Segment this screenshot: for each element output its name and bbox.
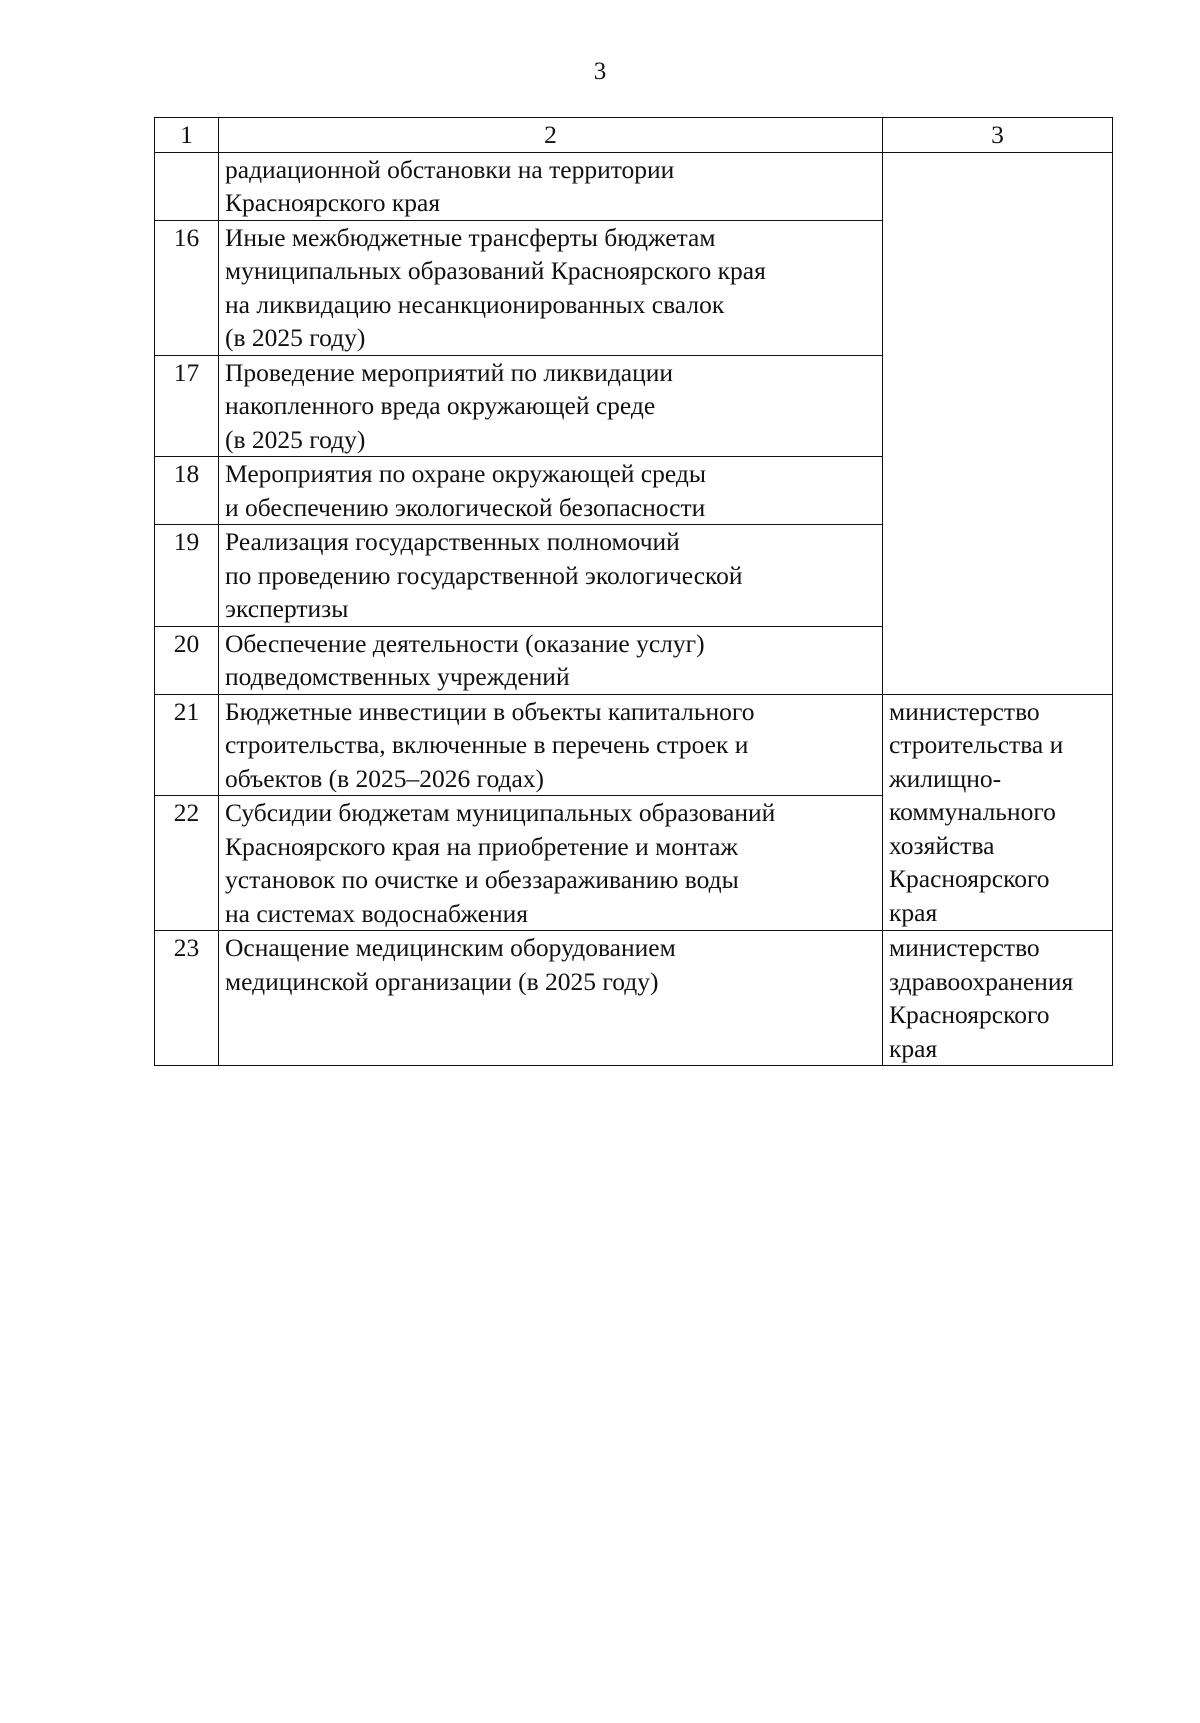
description-line: медицинской организации (в 2025 году): [225, 966, 659, 996]
description-line: Бюджетные инвестиции в объекты капитального: [225, 696, 755, 726]
description-line: экспертизы: [225, 594, 349, 623]
description-line: (в 2025 году): [225, 424, 366, 454]
responsible-line: коммунального: [889, 797, 1056, 826]
responsible-line: края: [889, 1033, 938, 1063]
description-line: Оснащение медицинским оборудованием: [225, 933, 676, 962]
description-line: Субсидии бюджетам муниципальных образований: [225, 798, 776, 827]
column-header-3: 3: [883, 118, 1113, 153]
row-description: [219, 525, 883, 627]
row-number: 21: [155, 694, 219, 796]
description-line: на ликвидацию несанкционированных свалок: [225, 289, 725, 319]
responsible-line: здравоохранения: [889, 966, 1074, 996]
description-line: установок по очистке и обеззараживанию воды: [225, 865, 739, 894]
table-row: [155, 152, 1113, 220]
responsible-line: строительства и: [889, 730, 1064, 759]
responsible-line: Красноярского: [889, 1000, 1050, 1029]
description-line: Мероприятия по охране окружающей среды: [225, 459, 706, 488]
column-header-2: 2: [219, 118, 883, 153]
description-line: подведомственных учреждений: [225, 662, 570, 691]
description-line: Красноярского края: [225, 188, 441, 217]
responsible-line: министерство: [889, 696, 1040, 726]
row-number: 18: [155, 457, 219, 525]
row-number: [155, 152, 219, 220]
responsible-line: хозяйства: [889, 830, 995, 860]
row-description: [219, 220, 883, 355]
description-line: муниципальных образований Красноярского края: [225, 256, 766, 285]
row-number: 16: [155, 220, 219, 355]
responsible-construction-ministry: [883, 694, 1113, 931]
description-line: Обеспечение деятельности (оказание услуг): [225, 628, 705, 658]
row-description: [219, 626, 883, 694]
row-description: [219, 694, 883, 796]
document-table: [154, 117, 1113, 1066]
row-number: 19: [155, 525, 219, 627]
page-number: 3: [593, 58, 607, 85]
description-line: накопленного вреда окружающей среде: [225, 391, 656, 420]
description-line: на системах водоснабжения: [225, 898, 528, 928]
responsible-line: министерство: [889, 933, 1040, 962]
row-description: [219, 457, 883, 525]
table-row: [155, 931, 1113, 1066]
row-number: 20: [155, 626, 219, 694]
table-row: [155, 694, 1113, 796]
row-description: [219, 355, 883, 457]
row-description: [219, 796, 883, 931]
description-line: объектов (в 2025–2026 годах): [225, 763, 545, 793]
description-line: (в 2025 году): [225, 323, 366, 352]
responsible-line: края: [889, 897, 938, 927]
description-line: Иные межбюджетные трансферты бюджетам: [225, 222, 716, 252]
responsible-line: Красноярского: [889, 864, 1050, 893]
column-header-1: 1: [155, 118, 219, 153]
description-line: строительства, включенные в перечень строек и: [225, 730, 749, 759]
row-description: [219, 152, 883, 220]
row-description: [219, 931, 883, 1066]
description-line: Проведение мероприятий по ликвидации: [225, 357, 674, 387]
responsible-cell-empty: [883, 152, 1113, 694]
description-line: Реализация государственных полномочий: [225, 527, 680, 556]
row-number: 23: [155, 931, 219, 1066]
description-line: и обеспечению экологической безопасности: [225, 492, 706, 522]
responsible-line: жилищно-: [889, 763, 1002, 793]
description-line: радиационной обстановки на территории: [225, 154, 675, 184]
description-line: по проведению государственной экологической: [225, 560, 743, 590]
row-number: 17: [155, 355, 219, 457]
description-line: Красноярского края на приобретение и монтаж: [225, 831, 739, 861]
table-header-row: [155, 118, 1113, 153]
row-number: 22: [155, 796, 219, 931]
responsible-health-ministry: [883, 931, 1113, 1066]
